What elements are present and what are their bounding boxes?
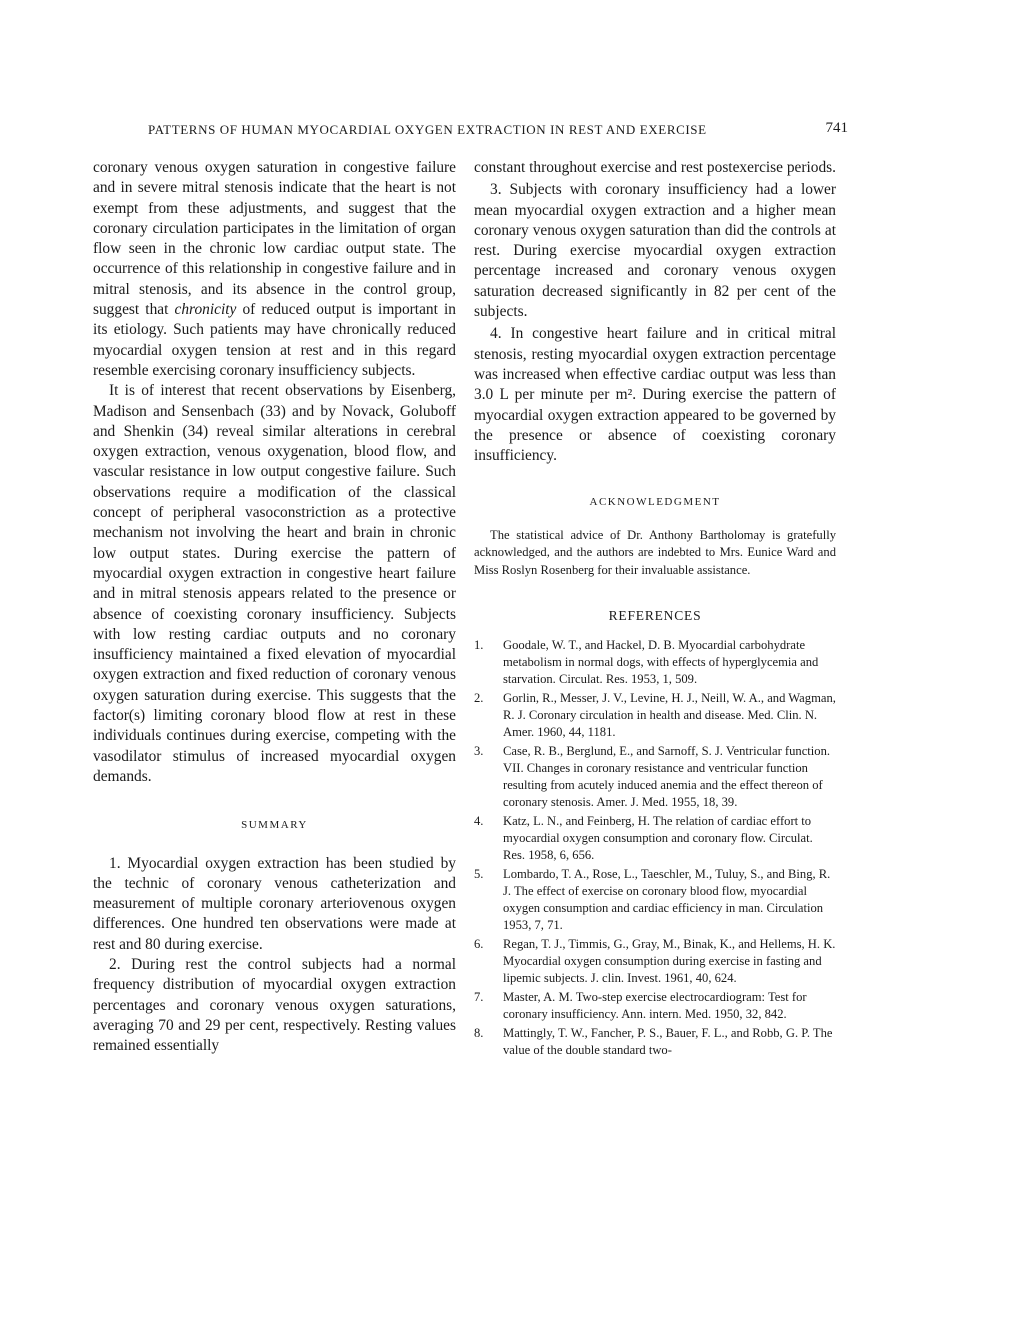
summary-item-2: 2. During rest the control subjects had a normal frequency distribution of myocardial oxygen extraction percentages and coronary venous oxygen saturations, averaging 70 and 29 per cent, respectively. Resting values remained essentially <box>93 955 456 1055</box>
reference-item: 8. Mattingly, T. W., Fancher, P. S., Bauer, F. L., and Robb, G. P. The value of the double standard two- <box>474 1025 833 1057</box>
summary-heading: SUMMARY <box>241 819 308 832</box>
discussion-paragraph: It is of interest that recent observations by Eisenberg, Madison and Sensenbach (33) and by Novack, Goluboff and Shenkin (34) reveal similar alterations in cerebral oxygen extraction, venous oxygenation, blood flow, and vascular resistance in low output congestive failure. Such observations require a modification of the classical concept of peripheral vasoconstriction as a protective mechanism not involving the heart and brain in chronic low output states. During exercise the pattern of myocardial oxygen extraction in congestive heart failure and in mitral stenosis appears related to the presence or absence of coexisting coronary insufficiency. Subjects with low resting cardiac outputs and no coronary insufficiency maintained a fixed elevation of myocardial oxygen extraction and fixed reduction of coronary venous oxygen saturation during exercise. This suggests that the factor(s) limiting coronary blood flow at rest in these individuals continues during exercise, competing with the vasodilator stimulus of increased myocardial oxygen demands. <box>93 382 456 785</box>
reference-item: 4. Katz, L. N., and Feinberg, H. The relation of cardiac effort to myocardial oxygen consumption and coronary flow. Circulat. Res. 1958, 6, 656. <box>474 813 813 862</box>
acknowledgment-heading: ACKNOWLEDGMENT <box>589 496 721 509</box>
emphasized-term: chronicity <box>174 301 237 319</box>
running-head: PATTERNS OF HUMAN MYOCARDIAL OXYGEN EXTRACTION IN REST AND EXERCISE <box>148 122 707 137</box>
right-column <box>474 158 836 1061</box>
summary-item-4: 4. In congestive heart failure and in critical mitral stenosis, resting myocardial oxygen extraction percentage was increased when effective cardiac output was less than 3.0 L per minute per m². During exercise the pattern of myocardial oxygen extraction appeared to be governed by the presence or absence of coexisting coronary insufficiency. <box>474 325 836 465</box>
page-number: 741 <box>825 120 848 136</box>
reference-item: 1. Goodale, W. T., and Hackel, D. B. Myocardial carbohydrate metabolism in normal dogs, with effects of hyperglycemia and starvation. Circulat. Res. 1953, 1, 509. <box>474 637 819 686</box>
reference-item: 2. Gorlin, R., Messer, J. V., Levine, H. J., Neill, W. A., and Wagman, R. J. Coronary circulation in health and disease. Med. Clin. N. Amer. 1960, 44, 1181. <box>474 690 836 739</box>
reference-item: 3. Case, R. B., Berglund, E., and Sarnoff, S. J. Ventricular function. VII. Changes in coronary resistance and ventricular function resulting from acutely induced anemia and the effect thereon of coronary stenosis. Amer. J. Med. 1955, 18, 39. <box>474 743 831 809</box>
reference-item: 6. Regan, T. J., Timmis, G., Gray, M., Binak, K., and Hellems, H. K. Myocardial oxygen consumption during exercise in fasting and lipemic subjects. J. clin. Invest. 1961, 40, 624. <box>474 936 836 985</box>
reference-item: 7. Master, A. M. Two-step exercise electrocardiogram: Test for coronary insufficiency. Ann. intern. Med. 1950, 32, 842. <box>474 989 807 1021</box>
left-column <box>93 158 456 1056</box>
reference-item: 5. Lombardo, T. A., Rose, L., Taeschler, M., Tuluy, S., and Bing, R. J. The effect of exercise on coronary blood flow, myocardial oxygen consumption and cardiac efficiency in man. Circulation 1953, 7, 71. <box>474 866 831 932</box>
discussion-paragraph-continued: coronary venous oxygen saturation in congestive failure and in severe mitral stenosis indicate that the heart is not exempt from these adjustments, and suggest that the coronary circulation participates in the limitation of organ flow seen in the chronic low cardiac output state. The occurrence of this relationship in congestive failure and in mitral stenosis, and its absence in the control group, suggest that chronicity of reduced output is important in its etiology. Such patients may have chronically reduced myocardial oxygen tension at rest and in this regard resemble exercising coronary insufficiency subjects. <box>93 159 456 379</box>
summary-item-2-continued: constant throughout exercise and rest postexercise periods. <box>474 159 836 176</box>
page-header <box>148 122 848 142</box>
summary-item-1: 1. Myocardial oxygen extraction has been studied by the technic of coronary venous catheterization and measurement of multiple coronary arteriovenous oxygen differences. One hundred ten observations were made at rest and 80 during exercise. <box>93 854 456 953</box>
references-list <box>474 637 836 1059</box>
references-heading: REFERENCES <box>608 608 702 624</box>
acknowledgment-text: The statistical advice of Dr. Anthony Bartholomay is gratefully acknowledged, and the authors are indebted to Mrs. Eunice Ward and Miss Roslyn Rosenberg for their invaluable assistance. <box>474 527 836 577</box>
summary-item-3: 3. Subjects with coronary insufficiency had a lower mean myocardial oxygen extraction and a higher mean coronary venous oxygen saturation than did the controls at rest. During exercise myocardial oxygen extraction percentage increased and coronary venous oxygen saturation decreased significantly in 82 per cent of the subjects. <box>474 181 836 321</box>
